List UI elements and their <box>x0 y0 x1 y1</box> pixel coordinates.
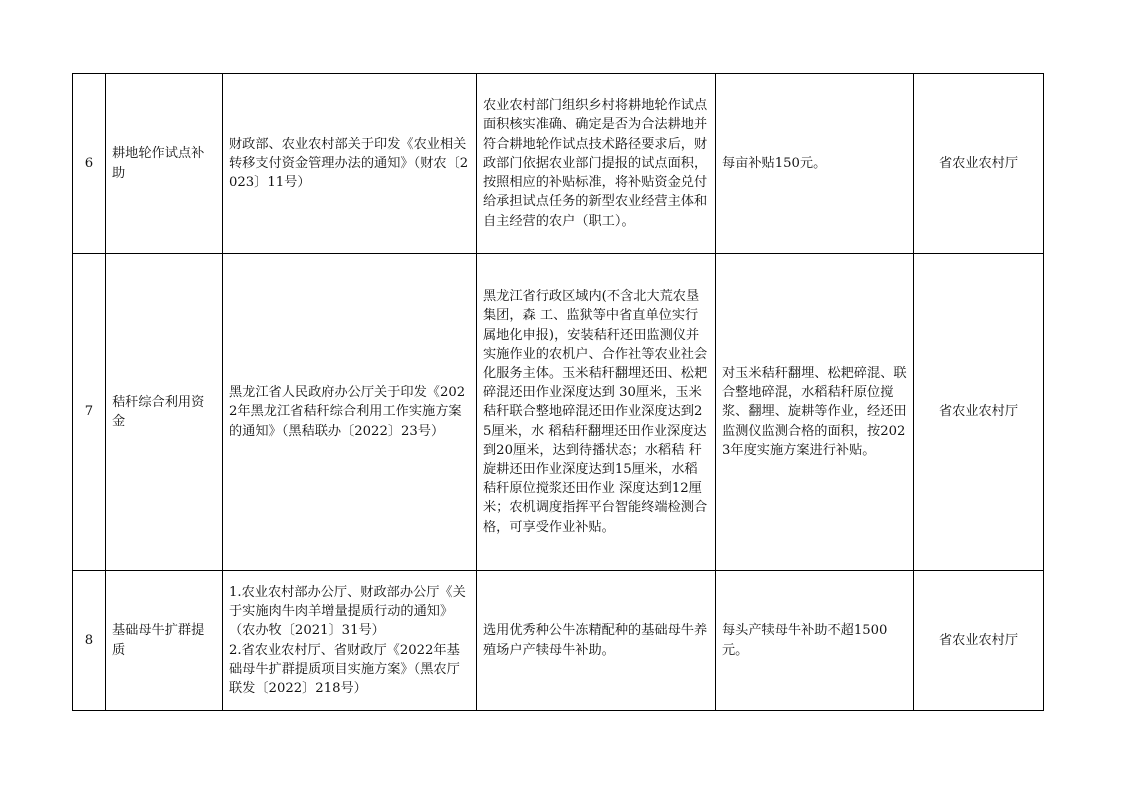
responsible-department-cell: 省农业农村厅 <box>914 571 1044 711</box>
table-row <box>73 254 1044 571</box>
subsidy-standard-cell: 每亩补贴150元。 <box>716 74 914 254</box>
responsible-department-cell: 省农业农村厅 <box>914 74 1044 254</box>
subsidy-standard-cell: 对玉米秸秆翻埋、松耙碎混、联合整地碎混，水稻秸秆原位搅浆、翻埋、旋耕等作业，经还田监测仪监测合格的面积，按2023年度实施方案进行补贴。 <box>716 254 914 571</box>
subsidy-policy-table <box>72 73 1044 711</box>
subsidy-name-cell: 耕地轮作试点补助 <box>106 74 223 254</box>
subsidy-target-cell: 黑龙江省行政区域内(不含北大荒农垦集团，森 工、监狱等中省直单位实行属地化申报)，安装秸秆还田监测仪并实施作业的农机户、合作社等农业社会化服务主体。玉米秸秆翻埋还田、松耙碎混还田作业深度达到 30厘米，玉米秸秆联合整地碎混还田作业深度达到25厘米，水 稻秸秆翻埋还田作业深度达到20厘米，达到待播状态；水稻秸 秆旋耕还田作业深度达到15厘米，水稻秸秆原位搅浆还田作业 深度达到12厘米；农机调度指挥平台智能终端检测合格，可享受作业补贴。 <box>477 254 716 571</box>
policy-basis-item: 2.省农业农村厅、省财政厅《2022年基础母牛扩群提质项目实施方案》（黑农厅联发〔2022〕218号） <box>229 642 460 696</box>
policy-basis-item: 1.农业农村部办公厅、财政部办公厅《关于实施肉牛肉羊增量提质行动的通知》（农办牧〔2021〕31号） <box>229 584 466 639</box>
subsidy-target-cell: 农业农村部门组织乡村将耕地轮作试点面积核实准确、确定是否为合法耕地并符合耕地轮作试点技术路径要求后，财政部门依据农业部门提报的试点面积，按照相应的补贴标准，将补贴资金兑付给承担试点任务的新型农业经营主体和自主经营的农户（职工）。 <box>477 74 716 254</box>
policy-basis-cell: 黑龙江省人民政府办公厅关于印发《2022年黑龙江省秸秆综合利用工作实施方案的通知》（黑秸联办〔2022〕23号） <box>223 254 477 571</box>
subsidy-target-cell: 选用优秀种公牛冻精配种的基础母牛养殖场户产犊母牛补助。 <box>477 571 716 711</box>
row-number-cell: 6 <box>73 74 106 254</box>
row-number-cell: 7 <box>73 254 106 571</box>
table-row <box>73 571 1044 711</box>
responsible-department-cell: 省农业农村厅 <box>914 254 1044 571</box>
table-row <box>73 74 1044 254</box>
policy-basis-cell: 财政部、农业农村部关于印发《农业相关转移支付资金管理办法的通知》（财农〔2023〕11号） <box>223 74 477 254</box>
subsidy-standard-cell: 每头产犊母牛补助不超1500元。 <box>716 571 914 711</box>
subsidy-name-cell: 基础母牛扩群提质 <box>106 571 223 711</box>
policy-basis-cell <box>223 571 477 711</box>
row-number-cell: 8 <box>73 571 106 711</box>
subsidy-name-cell: 秸秆综合利用资金 <box>106 254 223 571</box>
